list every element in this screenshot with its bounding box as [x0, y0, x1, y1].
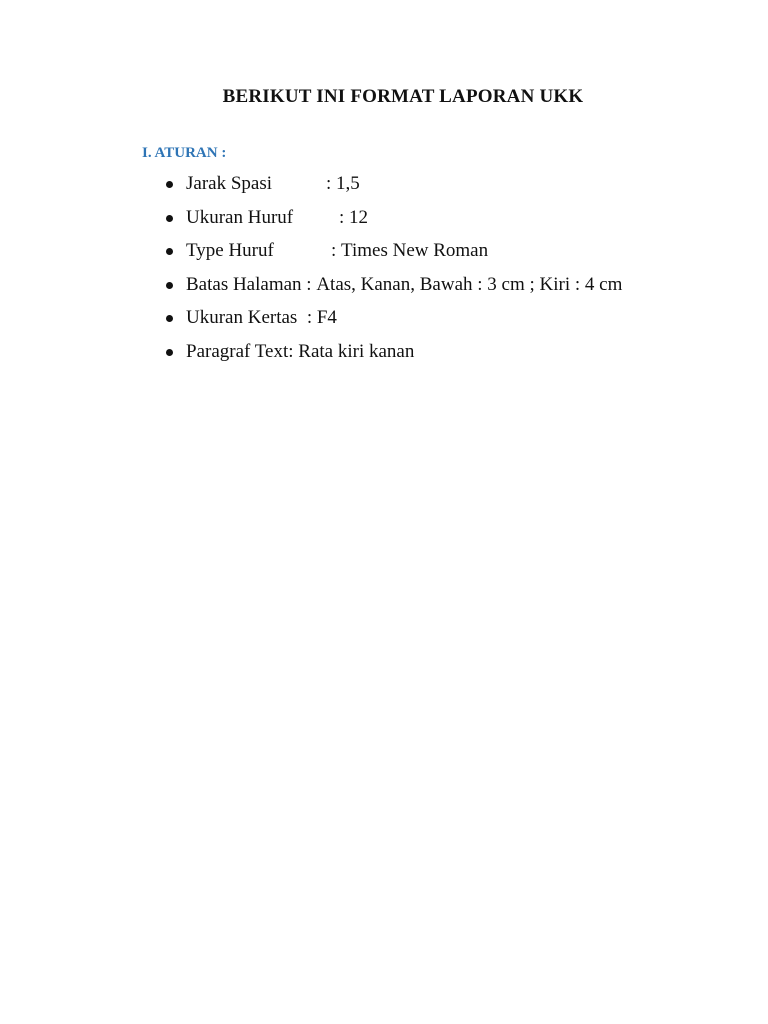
bullet-icon: [166, 349, 173, 356]
list-item: [160, 202, 680, 234]
rule-label: Jarak Spasi: [186, 173, 273, 194]
rule-separator: :: [339, 206, 345, 228]
rule-label: Ukuran Kertas: [186, 307, 298, 328]
rule-separator: :: [288, 340, 294, 362]
bullet-icon: [166, 181, 173, 188]
rule-label: Ukuran Huruf: [186, 206, 294, 228]
list-item: [160, 336, 680, 368]
rule-separator: :: [306, 273, 312, 295]
rule-label: Paragraf Text: [186, 340, 289, 362]
bullet-icon: [166, 282, 173, 289]
rule-value: Times New Roman: [341, 240, 489, 261]
list-item: [160, 302, 680, 334]
bullet-icon: [166, 248, 173, 255]
rule-value: Atas, Kanan, Bawah : 3 cm ; Kiri : 4 cm: [316, 273, 623, 295]
rule-label: Batas Halaman: [186, 273, 302, 295]
document-title: BERIKUT INI FORMAT LAPORAN UKK: [222, 86, 584, 107]
rule-separator: :: [326, 173, 332, 194]
section-heading-aturan: I. ATURAN :: [142, 145, 227, 161]
rule-separator: :: [306, 307, 313, 328]
rule-value: Rata kiri kanan: [298, 340, 415, 362]
list-item: [160, 235, 680, 267]
rules-list: [160, 168, 680, 369]
rule-separator: :: [331, 240, 337, 261]
list-item: [160, 168, 680, 200]
rule-value: 1,5: [336, 173, 360, 194]
bullet-icon: [166, 215, 173, 222]
bullet-icon: [166, 315, 173, 322]
rule-value: 12: [349, 206, 369, 228]
list-item: [160, 269, 680, 301]
rule-value: F4: [316, 307, 337, 328]
rule-label: Type Huruf: [186, 240, 274, 261]
